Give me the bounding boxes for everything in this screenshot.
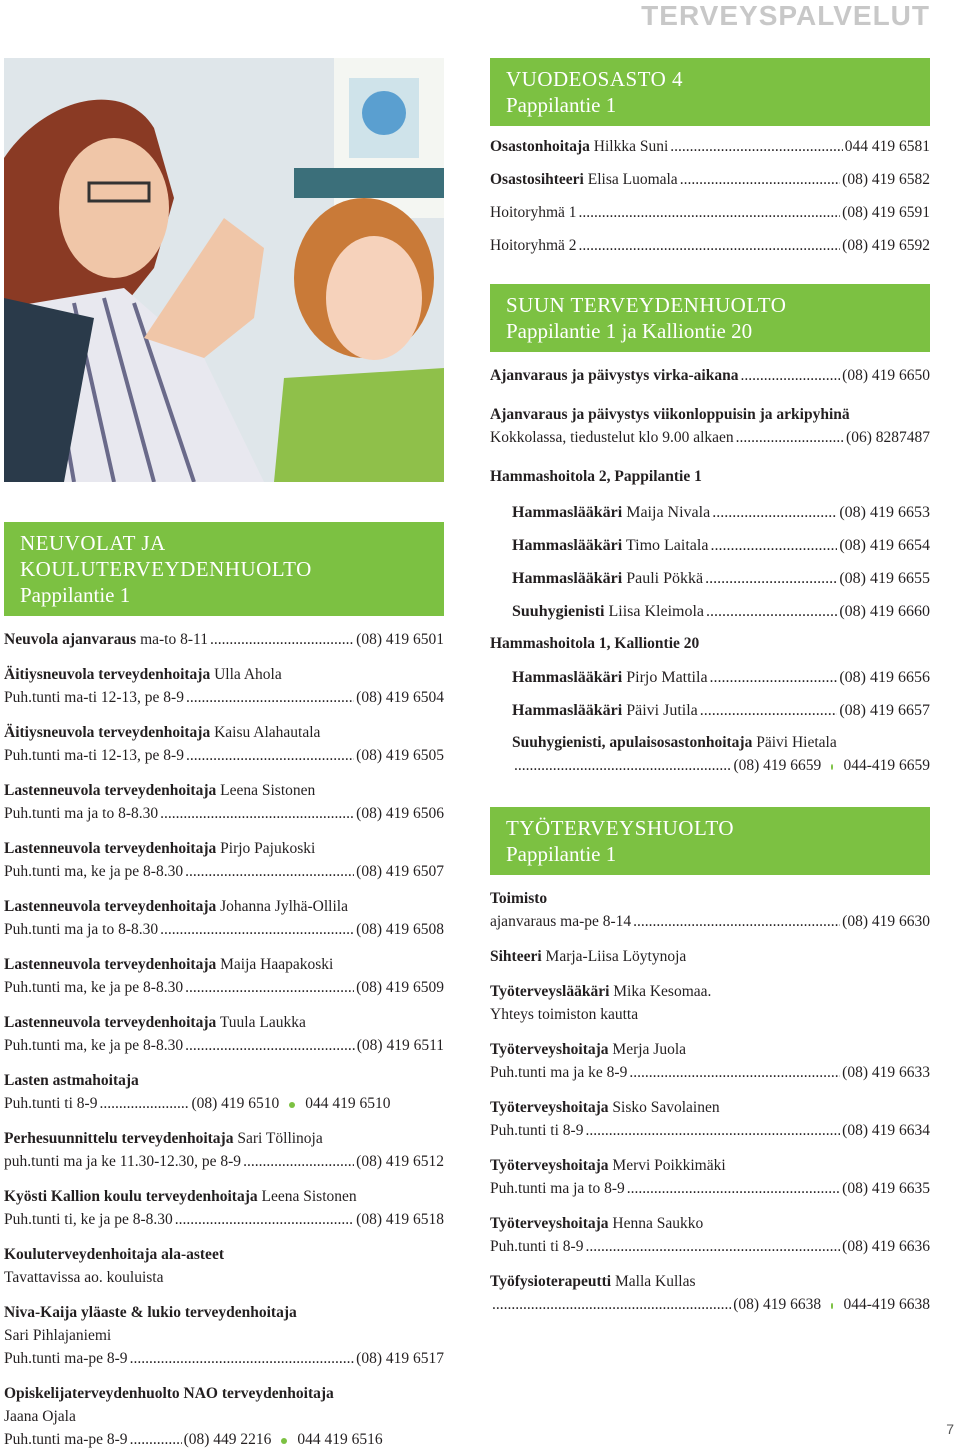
contact-entry: [4, 663, 444, 709]
contact-entry: [490, 980, 930, 1026]
phone-number: (08) 419 6517: [356, 1350, 444, 1367]
phone-hours: Puh.tunti ti 8-9: [490, 1238, 584, 1255]
phone-number: (08) 419 6660: [839, 603, 930, 620]
contact-name: Henna Saukko: [608, 1215, 704, 1232]
contact-role: Osastonhoitaja: [490, 138, 590, 155]
contact-name: Sisko Savolainen: [608, 1099, 720, 1116]
contact-name: Johanna Jylhä-Ollila: [216, 898, 348, 915]
contact-role: Työterveyshoitaja: [490, 1215, 609, 1232]
contact-entry: [490, 403, 930, 449]
contact-name: Mervi Poikkimäki: [608, 1157, 726, 1174]
contact-entry: [4, 721, 444, 767]
phone-number: (08) 419 6591: [842, 204, 930, 221]
contact-role: Sihteeri: [490, 948, 542, 965]
contact-entry: [490, 1038, 930, 1084]
bullet-icon: [281, 1438, 287, 1444]
contact-name: Sari Pihlajaniemi: [4, 1327, 112, 1344]
phone-number: (08) 419 6638: [733, 1296, 822, 1313]
phone-hours: Puh.tunti ma-ti 12-13, pe 8-9: [4, 747, 184, 764]
phone-hours: Puh.tunti ma ja to 8-8.30: [4, 805, 159, 822]
contact-entry: [490, 945, 930, 968]
contact-entry: [490, 1154, 930, 1200]
contact-name: Pauli Pökkä: [622, 570, 704, 587]
phone-number: (08) 419 6510: [191, 1095, 280, 1112]
contact-role: Hammaslääkäri: [512, 504, 623, 521]
contact-role: Opiskelijaterveydenhuolto NAO terveydenhoitaja: [4, 1385, 334, 1402]
phone-number: (08) 449 2216: [183, 1431, 272, 1448]
right-column: [490, 58, 930, 1316]
phone-hours: Puh.tunti ti, ke ja pe 8-8.30: [4, 1211, 173, 1228]
contact-entry: [490, 1270, 930, 1316]
subsection-title: [490, 632, 930, 655]
contact-entry: [490, 731, 930, 777]
contact-role: Lastenneuvola terveydenhoitaja: [4, 1014, 217, 1031]
page-number: 7: [946, 1421, 954, 1437]
contact-role: Lastenneuvola terveydenhoitaja: [4, 840, 217, 857]
phone-number: (08) 419 6655: [839, 570, 930, 587]
phone-number: (08) 419 6504: [356, 689, 444, 706]
contact-name: Marja-Liisa Löytynoja: [541, 948, 687, 965]
contact-entry: [490, 1212, 930, 1258]
bullet-icon: [289, 1102, 295, 1108]
vuodeosasto-banner: [490, 58, 930, 126]
contact-role: Hoitoryhmä 2: [490, 237, 577, 254]
phone-hours: Kokkolassa, tiedustelut klo 9.00 alkaen: [490, 429, 734, 446]
contact-name: Hilkka Suni: [589, 138, 669, 155]
contact-role: Työterveyshoitaja: [490, 1157, 609, 1174]
mobile-number: 044-419 6638: [843, 1296, 930, 1313]
contact-name: Päivi Jutila: [622, 702, 698, 719]
phone-hours: Puh.tunti ma, ke ja pe 8-8.30: [4, 863, 184, 880]
contact-name: Jaana Ojala: [4, 1408, 76, 1425]
section-title: NEUVOLAT JA KOULUTERVEYDENHUOLTO: [20, 531, 312, 581]
contact-name: Maija Nivala: [622, 504, 711, 521]
page-header-title: TERVEYSPALVELUT: [641, 0, 930, 31]
contact-entry: [4, 1301, 444, 1370]
section-title: VUODEOSASTO 4: [506, 67, 684, 91]
phone-number: (08) 419 6654: [839, 537, 930, 554]
phone-number: 044 419 6581: [844, 138, 930, 155]
contact-role: Hammaslääkäri: [512, 669, 623, 686]
contact-name: Merja Juola: [608, 1041, 687, 1058]
contact-role: Toimisto: [490, 890, 548, 907]
contact-role: Hammaslääkäri: [512, 537, 623, 554]
clinic-title: Hammashoitola 2, Pappilantie 1: [490, 468, 702, 485]
section-subtitle: Pappilantie 1: [506, 93, 617, 117]
phone-hours: Puh.tunti ma ja ke 8-9: [490, 1064, 628, 1081]
section-subtitle: Pappilantie 1: [20, 583, 131, 607]
contact-role: Niva-Kaija yläaste & lukio terveydenhoitaja: [4, 1304, 297, 1321]
contact-name: Sari Töllinoja: [233, 1130, 323, 1147]
contact-role: Hammaslääkäri: [512, 702, 623, 719]
contact-role: Suuhygienisti, apulaisosastonhoitaja: [512, 734, 753, 751]
phone-number: (08) 419 6505: [356, 747, 444, 764]
bullet-icon: [831, 1303, 833, 1309]
contact-entry: [4, 953, 444, 999]
section-subtitle: Pappilantie 1: [506, 842, 617, 866]
contact-name: Kaisu Alahautala: [210, 724, 321, 741]
contact-name: Pirjo Pajukoski: [216, 840, 316, 857]
contact-entry: [4, 1069, 444, 1115]
phone-number: (08) 419 6657: [839, 702, 930, 719]
contact-name: Päivi Hietala: [752, 734, 837, 751]
phone-hours: Puh.tunti ma-pe 8-9: [4, 1350, 128, 1367]
contact-name: Elisa Luomala: [583, 171, 678, 188]
contact-name: Tuula Laukka: [216, 1014, 306, 1031]
phone-number: (08) 419 6508: [356, 921, 444, 938]
mobile-number: 044-419 6659: [843, 757, 930, 774]
photo-child-height-measurement: [4, 58, 444, 482]
contact-role: Perhesuunnittelu terveydenhoitaja: [4, 1130, 234, 1147]
phone-number: (06) 8287487: [846, 429, 930, 446]
neuvolat-banner: [4, 522, 444, 616]
phone-number: (08) 419 6509: [356, 979, 444, 996]
contact-entry: [4, 1185, 444, 1231]
contact-name: Leena Sistonen: [216, 782, 316, 799]
contact-name: Liisa Kleimola: [604, 603, 705, 620]
contact-entry: [4, 628, 444, 651]
phone-hours: Puh.tunti ma-pe 8-9: [4, 1431, 128, 1448]
contact-name: Timo Laitala: [622, 537, 709, 554]
phone-number: (08) 419 6633: [842, 1064, 930, 1081]
phone-hours: ajanvaraus ma-pe 8-14: [490, 913, 632, 930]
mobile-number: 044 419 6516: [297, 1431, 383, 1448]
contact-role: Äitiysneuvola terveydenhoitaja: [4, 666, 211, 683]
phone-number: (08) 419 6511: [356, 1037, 444, 1054]
neuvolat-section: [4, 522, 444, 1451]
phone-number: (08) 419 6656: [839, 669, 930, 686]
subsection-title: [490, 465, 930, 488]
contact-role: Suuhygienisti: [512, 603, 605, 620]
contact-role: Työterveyslääkäri: [490, 983, 610, 1000]
contact-entry: [4, 1243, 444, 1289]
contact-role: Ajanvaraus ja päivystys virka-aikana: [490, 367, 739, 384]
phone-number: (08) 419 6634: [842, 1122, 930, 1139]
contact-entry: [490, 887, 930, 933]
contact-entry: [4, 1011, 444, 1057]
contact-entry: [4, 837, 444, 883]
contact-entry: [4, 779, 444, 825]
phone-number: (08) 419 6635: [842, 1180, 930, 1197]
phone-number: (08) 419 6650: [842, 367, 930, 384]
contact-role: Kyösti Kallion koulu terveydenhoitaja: [4, 1188, 258, 1205]
phone-number: (08) 419 6512: [356, 1153, 444, 1170]
phone-hours: Puh.tunti ma-ti 12-13, pe 8-9: [4, 689, 184, 706]
tyoterveys-banner: [490, 807, 930, 875]
contact-role: Ajanvaraus ja päivystys viikonloppuisin ja arkipyhinä: [490, 406, 850, 423]
contact-role: Lastenneuvola terveydenhoitaja: [4, 956, 217, 973]
contact-name: Maija Haapakoski: [216, 956, 334, 973]
phone-number: (08) 419 6653: [839, 504, 930, 521]
contact-role: Hammaslääkäri: [512, 570, 623, 587]
phone-hours: Puh.tunti ma, ke ja pe 8-8.30: [4, 979, 184, 996]
phone-hours: Puh.tunti ma ja to 8-9: [490, 1180, 625, 1197]
contact-name: Ulla Ahola: [210, 666, 282, 683]
phone-hours: Puh.tunti ti 8-9: [490, 1122, 584, 1139]
phone-number: (08) 419 6501: [356, 631, 444, 648]
phone-number: (08) 419 6636: [842, 1238, 930, 1255]
contact-note: Yhteys toimiston kautta: [490, 1006, 639, 1023]
contact-role: Työfysioterapeutti: [490, 1273, 612, 1290]
contact-name: Leena Sistonen: [257, 1188, 357, 1205]
section-title: TYÖTERVEYSHUOLTO: [506, 816, 734, 840]
contact-role: Työterveyshoitaja: [490, 1099, 609, 1116]
bullet-icon: [831, 764, 833, 770]
mobile-number: 044 419 6510: [305, 1095, 391, 1112]
vuodeosasto-list: [490, 130, 930, 262]
contact-entry: [490, 1096, 930, 1142]
phone-hours: Puh.tunti ti 8-9: [4, 1095, 98, 1112]
hammashoitola1-list: [490, 661, 930, 727]
phone-number: (08) 419 6630: [842, 913, 930, 930]
contact-role: Hoitoryhmä 1: [490, 204, 577, 221]
contact-name: Malla Kullas: [611, 1273, 696, 1290]
contact-role: Osastosihteeri: [490, 171, 584, 188]
hammashoitola2-list: [490, 496, 930, 628]
contact-role: Lasten astmahoitaja: [4, 1072, 139, 1089]
phone-number: (08) 419 6582: [842, 171, 930, 188]
contact-hours: ma-to 8-11: [136, 631, 208, 648]
section-title: SUUN TERVEYDENHUOLTO: [506, 293, 787, 317]
phone-number: (08) 419 6506: [356, 805, 444, 822]
contact-role: Neuvola ajanvaraus: [4, 631, 137, 648]
section-subtitle: Pappilantie 1 ja Kalliontie 20: [506, 319, 753, 343]
contact-note: Tavattavissa ao. kouluista: [4, 1269, 164, 1286]
contact-role: Kouluterveydenhoitaja ala-asteet: [4, 1246, 224, 1263]
contact-name: Pirjo Mattila: [622, 669, 708, 686]
contact-role: Äitiysneuvola terveydenhoitaja: [4, 724, 211, 741]
phone-number: (08) 419 6659: [733, 757, 822, 774]
phone-hours: Puh.tunti ma ja to 8-8.30: [4, 921, 159, 938]
phone-number: (08) 419 6507: [356, 863, 444, 880]
clinic-title: Hammashoitola 1, Kalliontie 20: [490, 635, 700, 652]
contact-entry: [4, 1382, 444, 1451]
contact-entry: [490, 364, 930, 387]
suun-banner: [490, 284, 930, 352]
contact-role: Lastenneuvola terveydenhoitaja: [4, 898, 217, 915]
contact-role: Työterveyshoitaja: [490, 1041, 609, 1058]
contact-entry: [4, 895, 444, 941]
contact-role: Lastenneuvola terveydenhoitaja: [4, 782, 217, 799]
phone-number: (08) 419 6518: [356, 1211, 444, 1228]
phone-hours: Puh.tunti ma, ke ja pe 8-8.30: [4, 1037, 184, 1054]
contact-name: Mika Kesomaa.: [609, 983, 712, 1000]
phone-number: (08) 419 6592: [842, 237, 930, 254]
contact-entry: [4, 1127, 444, 1173]
photo-illustration: [4, 58, 444, 482]
phone-hours: puh.tunti ma ja ke 11.30-12.30, pe 8-9: [4, 1153, 242, 1170]
